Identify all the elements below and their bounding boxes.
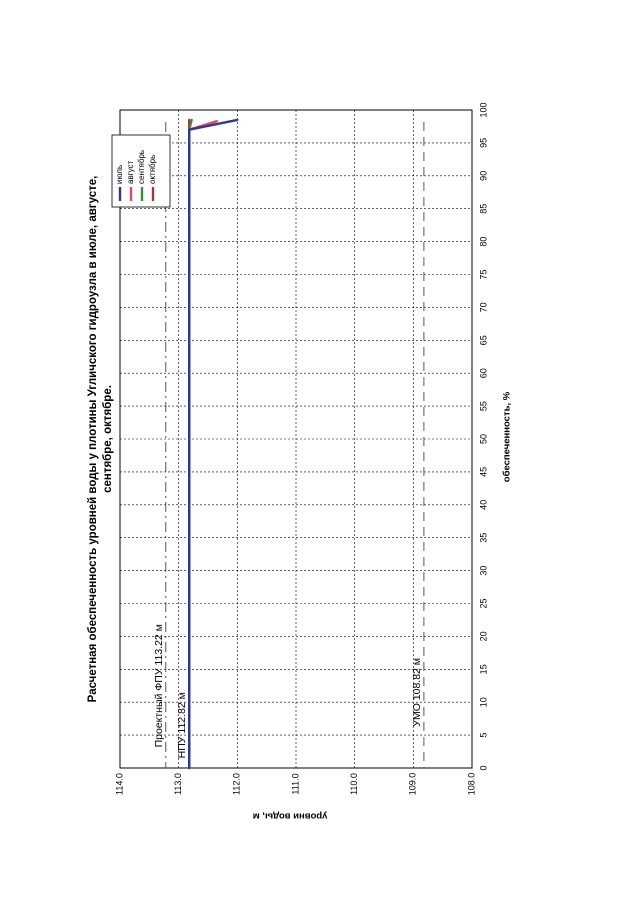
x-tick-label: 0: [478, 765, 489, 771]
x-tick-label: 45: [478, 466, 489, 477]
y-tick-label: 108.0: [466, 772, 477, 796]
legend-entry: сентябрь: [137, 149, 147, 184]
x-tick-label: 15: [478, 664, 489, 675]
y-tick-labels: [114, 773, 476, 796]
chart-title-line: Расчетная обеспеченность уровней воды у плотины Угличского гидроузла в июле, августе,: [87, 175, 100, 703]
y-tick-label: 109.0: [407, 772, 418, 796]
legend-entry: июль: [115, 164, 125, 184]
x-tick-label: 30: [478, 565, 489, 576]
x-tick-label: 75: [478, 269, 489, 280]
x-tick-label: 50: [478, 433, 489, 445]
x-tick-label: 20: [478, 631, 489, 642]
y-axis-label: уровни воды, м: [252, 810, 328, 822]
y-tick-label: 114.0: [114, 773, 125, 795]
x-tick-label: 60: [478, 368, 489, 379]
y-tick-label: 111.0: [290, 773, 301, 795]
x-tick-label: 65: [478, 335, 489, 346]
y-tick-label: 110.0: [349, 773, 360, 795]
x-tick-label: 55: [478, 401, 489, 412]
x-tick-label: 25: [478, 598, 489, 609]
legend-entry: октябрь: [148, 154, 158, 184]
legend-entry: август: [126, 160, 136, 184]
x-tick-label: 85: [478, 203, 489, 214]
chart-title-line: сентябре, октябре.: [102, 385, 115, 493]
x-tick-label: 90: [478, 170, 489, 181]
x-tick-labels: [478, 102, 488, 770]
x-tick-label: 10: [478, 697, 489, 708]
x-tick-label: 70: [478, 302, 489, 313]
x-tick-label: 5: [478, 732, 489, 738]
legend: [112, 135, 170, 207]
x-tick-label: 35: [478, 532, 489, 543]
x-tick-label: 100: [478, 102, 489, 118]
reference-line-label: Проектный ФПУ 113.22 м: [152, 624, 165, 748]
x-axis-label: обеспеченность, %: [501, 391, 513, 483]
chart-title: [87, 176, 114, 703]
x-tick-label: 95: [478, 137, 489, 148]
x-tick-label: 40: [478, 499, 489, 510]
reference-line-label: УМО 108.82 м: [410, 657, 423, 727]
x-tick-label: 80: [478, 236, 489, 247]
y-tick-label: 113.0: [173, 773, 184, 795]
y-tick-label: 112.0: [231, 773, 242, 795]
reference-line-label: НПУ 112.82 м: [176, 692, 189, 759]
